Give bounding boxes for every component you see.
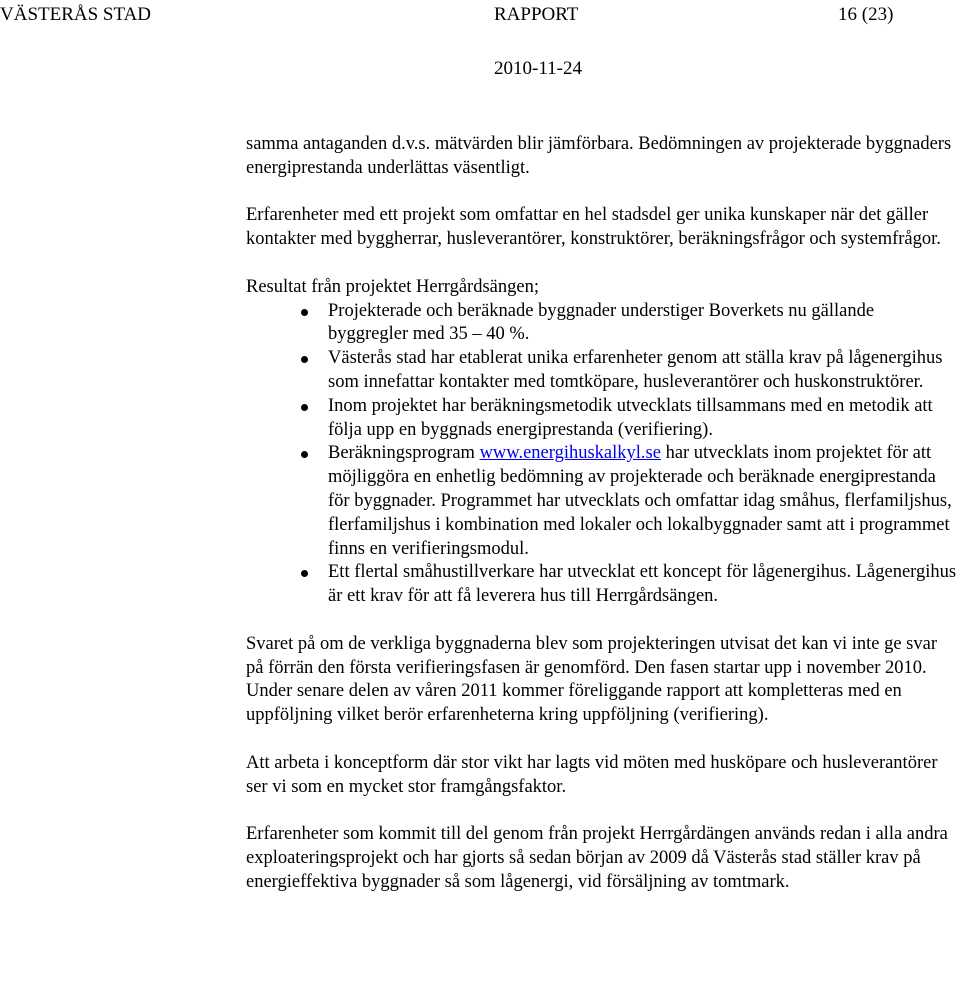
- list-item-text: Inom projektet har beräkningsmetodik utvecklats tillsammans med en metodik att följa upp en byggnads energiprestanda (verifiering).: [328, 395, 933, 440]
- paragraph-1: samma antaganden d.v.s. mätvärden blir jämförbara. Bedömningen av projekterade byggnaders energiprestanda underlättas väsentligt.: [246, 134, 952, 178]
- bullet-icon: [301, 404, 308, 411]
- paragraph-2: Erfarenheter med ett projekt som omfattar en hel stadsdel ger unika kunskaper när det gäller kontakter med byggherrar, husleverantörer, konstruktörer, beräkningsfrågor och systemfrågor.: [246, 205, 941, 250]
- list-item: [246, 561, 958, 609]
- list-item: [246, 442, 958, 561]
- paragraph-3: Svaret på om de verkliga byggnaderna blev som projekteringen utvisat det kan vi inte ge svar på förrän den första verifieringsfasen är genomförd. Den fasen startar upp i november 2010. Under senare delen av våren 2011 kommer föreliggande rapport att kompletteras med en uppföljning vilket berör erfarenheterna kring uppföljning (verifiering).: [246, 633, 937, 726]
- results-intro: Resultat från projektet Herrgårdsängen;: [246, 276, 539, 297]
- list-item-text-suffix: har utvecklats inom projektet för att möjliggöra en enhetlig bedömning av projekterade och beräknade energiprestanda för byggnader. Programmet har utvecklats och omfattar idag småhus, flerfamiljshus, flerfamiljshus i kombination med lokaler och lokalbyggnader samt att i programmet finns en verifieringsmodul.: [328, 443, 952, 559]
- list-item: [246, 347, 958, 395]
- bullet-icon: [301, 356, 308, 363]
- header-organization: VÄSTERÅS STAD: [0, 4, 152, 25]
- header-doc-type: RAPPORT: [494, 4, 579, 25]
- list-item-text: Ett flertal småhustillverkare har utvecklat ett koncept för lågenergihus. Lågenergihus är ett krav för att få leverera hus till Herrgårdsängen.: [328, 562, 957, 607]
- paragraph-5: Erfarenheter som kommit till del genom från projekt Herrgårdängen används redan i alla andra exploateringsprojekt och har gjorts så sedan början av 2009 då Västerås stad ställer krav på energieffektiva byggnader så som lågenergi, vid försäljning av tomtmark.: [246, 824, 948, 892]
- list-item: [246, 300, 958, 348]
- list-item-text: Västerås stad har etablerat unika erfarenheter genom att ställa krav på lågenergihus som innefattar kontakter med tomtköpare, husleverantörer och huskonstruktörer.: [328, 348, 943, 392]
- header-date: 2010-11-24: [494, 58, 582, 79]
- header-page-number: 16 (23): [838, 4, 894, 25]
- paragraph-4: Att arbeta i konceptform där stor vikt har lagts vid möten med husköpare och husleverantörer ser vi som en mycket stor framgångsfaktor.: [246, 752, 938, 797]
- report-body: [246, 133, 958, 895]
- list-item: [246, 395, 958, 443]
- bullet-icon: [301, 451, 308, 458]
- bullet-icon: [301, 570, 308, 577]
- results-list: [246, 300, 958, 609]
- list-item-text: Projekterade och beräknade byggnader understiger Boverkets nu gällande byggregler med 35 – 40 %.: [328, 300, 875, 345]
- bullet-icon: [301, 309, 308, 316]
- list-item-text-prefix: Beräkningsprogram: [328, 443, 480, 464]
- energihuskalkyl-link[interactable]: www.energihuskalkyl.se: [479, 443, 661, 464]
